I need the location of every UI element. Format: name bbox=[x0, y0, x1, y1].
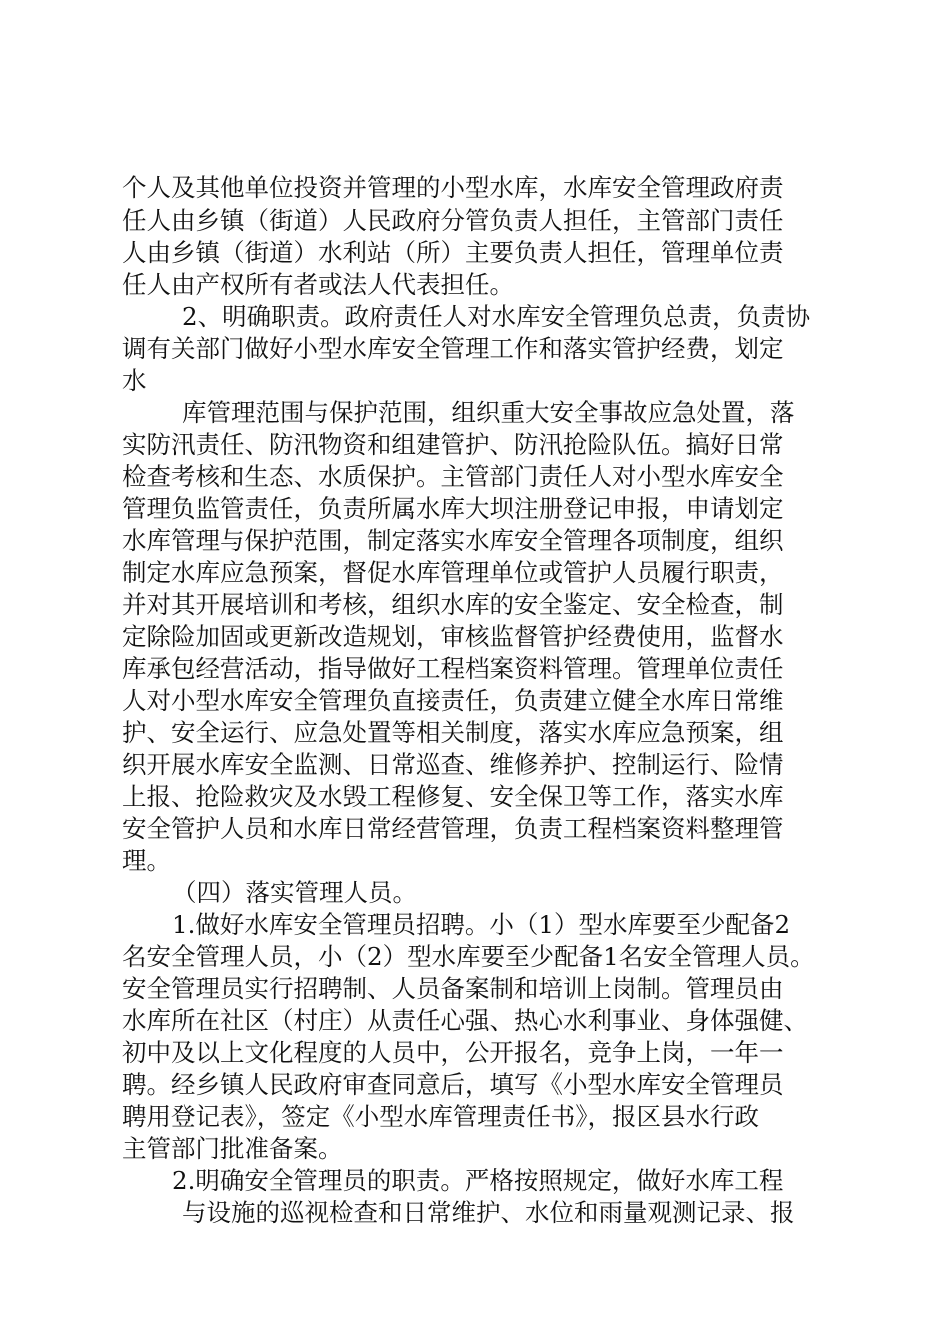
text-line: 定除险加固或更新改造规划，审核监督管护经费使用，监督水 bbox=[122, 622, 784, 651]
text-line: 实防汛责任、防汛物资和组建管护、防汛抢险队伍。搞好日常 bbox=[122, 430, 784, 459]
text-line: 主管部门批准备案。 bbox=[122, 1134, 343, 1163]
text-line: 个人及其他单位投资并管理的小型水库，水库安全管理政府责 bbox=[122, 173, 784, 202]
text-line: 理。 bbox=[122, 846, 171, 875]
text-line: 与设施的巡视检查和日常维护、水位和雨量观测记录、报 bbox=[182, 1198, 795, 1227]
text-line: 库管理范围与保护范围，组织重大安全事故应急处置，落 bbox=[182, 398, 795, 427]
text-line: 1.做好水库安全管理员招聘。小（1）型水库要至少配备2 bbox=[172, 910, 791, 939]
text-line: 库承包经营活动，指导做好工程档案资料管理。管理单位责任 bbox=[122, 654, 784, 683]
text-line: 安全管理员实行招聘制、人员备案制和培训上岗制。管理员由 bbox=[122, 974, 784, 1003]
text-line: 水库所在社区（村庄）从责任心强、热心水利事业、身体强健、 bbox=[122, 1006, 808, 1035]
text-line: 管理负监管责任，负责所属水库大坝注册登记申报，申请划定 bbox=[122, 494, 784, 523]
text-line: 上报、抢险救灾及水毁工程修复、安全保卫等工作，落实水库 bbox=[122, 782, 784, 811]
text-line: 制定水库应急预案，督促水库管理单位或管护人员履行职责， bbox=[122, 558, 784, 587]
text-line: 安全管护人员和水库日常经营管理，负责工程档案资料整理管 bbox=[122, 814, 784, 843]
text-line: 2、明确职责。政府责任人对水库安全管理负总责，负责协 bbox=[182, 302, 811, 331]
text-line: 调有关部门做好小型水库安全管理工作和落实管护经费，划定 bbox=[122, 334, 784, 363]
text-line: 名安全管理人员，小（2）型水库要至少配备1名安全管理人员。 bbox=[122, 942, 815, 971]
text-line: 检查考核和生态、水质保护。主管部门责任人对小型水库安全 bbox=[122, 462, 784, 491]
text-line: 任人由乡镇（街道）人民政府分管负责人担任，主管部门责任 bbox=[122, 206, 784, 235]
text-line: 2.明确安全管理员的职责。严格按照规定，做好水库工程 bbox=[172, 1166, 784, 1195]
text-line: 任人由产权所有者或法人代表担任。 bbox=[122, 270, 514, 299]
text-line: 并对其开展培训和考核，组织水库的安全鉴定、安全检查，制 bbox=[122, 590, 784, 619]
text-line: 初中及以上文化程度的人员中，公开报名，竞争上岗，一年一 bbox=[122, 1038, 784, 1067]
text-line: 织开展水库安全监测、日常巡查、维修养护、控制运行、险情 bbox=[122, 750, 784, 779]
text-line: 水库管理与保护范围，制定落实水库安全管理各项制度，组织 bbox=[122, 526, 784, 555]
text-line: 人由乡镇（街道）水利站（所）主要负责人担任，管理单位责 bbox=[122, 238, 784, 267]
text-line: 水 bbox=[122, 366, 147, 395]
text-line: 护、安全运行、应急处置等相关制度，落实水库应急预案，组 bbox=[122, 718, 784, 747]
section-heading: （四）落实管理人员。 bbox=[172, 878, 417, 907]
text-line: 聘。经乡镇人民政府审查同意后，填写《小型水库安全管理员 bbox=[122, 1070, 784, 1099]
text-line: 人对小型水库安全管理负直接责任，负责建立健全水库日常维 bbox=[122, 686, 784, 715]
text-line: 聘用登记表》，签定《小型水库管理责任书》，报区县水行政 bbox=[122, 1102, 759, 1131]
